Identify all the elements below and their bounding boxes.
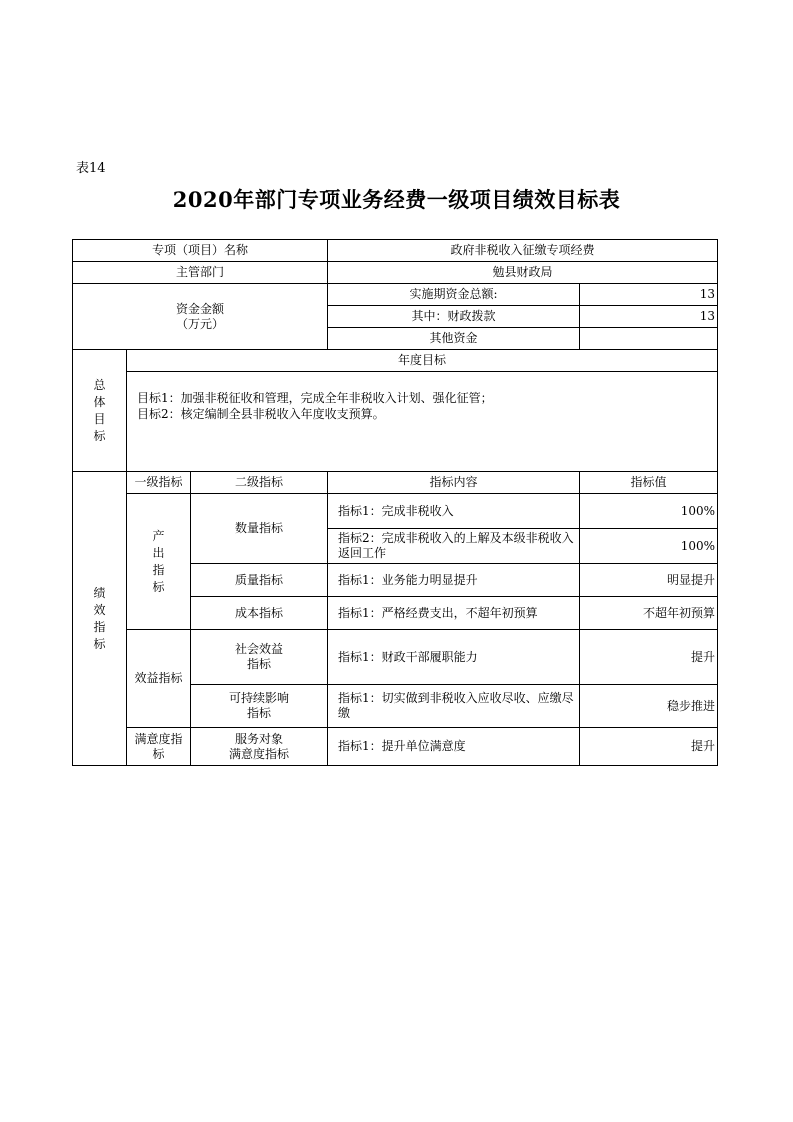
goal-line: 目标1：加强非税征收和管理，完成全年非税收入计划、强化征管；: [137, 391, 493, 405]
satisfaction-line2: 标: [152, 746, 165, 761]
project-name-label: 专项（项目）名称: [73, 240, 328, 262]
satisfaction-content: 指标1：提升单位满意度: [328, 728, 580, 766]
annual-goal-header: 年度目标: [127, 350, 718, 372]
quantity-indicator: 数量指标: [191, 494, 328, 564]
header-level1: 一级指标: [127, 472, 191, 494]
sustainability-indicator: [191, 685, 328, 728]
funds-label-line2: （万元）: [175, 316, 224, 331]
service-line1: 服务对象: [234, 731, 283, 746]
quantity-content-1: 指标1：完成非税收入: [328, 494, 580, 529]
funds-label: [73, 284, 328, 350]
other-funds-value: [580, 328, 718, 350]
table-number: 表14: [76, 161, 106, 176]
performance-char: 效: [93, 602, 106, 617]
sustainability-content: 指标1：切实做到非税收入应收尽收、应缴尽缴: [328, 685, 580, 728]
sustain-line2: 指标: [246, 706, 271, 720]
header-value: 指标值: [580, 472, 718, 494]
funds-label-line1: 资金金额: [175, 301, 224, 316]
quantity-value-1: 100%: [580, 494, 718, 529]
header-content: 指标内容: [328, 472, 580, 494]
service-line2: 满意度指标: [228, 746, 289, 761]
social-line2: 指标: [246, 657, 271, 671]
sustainability-value: 稳步推进: [580, 685, 718, 728]
performance-char: 标: [93, 636, 106, 651]
service-satisfaction-indicator: [191, 728, 328, 766]
output-char: 产: [152, 528, 165, 543]
annual-goal-text: [127, 372, 718, 472]
fiscal-funds-label: 其中：财政拨款: [328, 306, 580, 328]
department-label: 主管部门: [73, 262, 328, 284]
overall-goal-char: 标: [93, 428, 106, 443]
sustain-line1: 可持续影响: [228, 691, 289, 705]
other-funds-label: 其他资金: [328, 328, 580, 350]
quality-content: 指标1：业务能力明显提升: [328, 564, 580, 597]
overall-goal-char: 总: [93, 377, 106, 392]
goal-line: 目标2：核定编制全县非税收入年度收支预算。: [137, 407, 385, 421]
department-value: 勉县财政局: [328, 262, 718, 284]
cost-value: 不超年初预算: [580, 597, 718, 630]
satisfaction-line1: 满意度指: [134, 731, 183, 746]
performance-target-table: [72, 239, 718, 766]
quantity-value-2: 100%: [580, 529, 718, 564]
quality-indicator: 质量指标: [191, 564, 328, 597]
project-name-value: 政府非税收入征缴专项经费: [328, 240, 718, 262]
social-content: 指标1：财政干部履职能力: [328, 630, 580, 685]
overall-goal-label: [73, 350, 127, 472]
performance-char: 指: [93, 619, 106, 634]
quality-value: 明显提升: [580, 564, 718, 597]
fiscal-funds-value: 13: [580, 306, 718, 328]
output-char: 出: [152, 545, 165, 560]
quantity-content-2: 指标2：完成非税收入的上解及本级非税收入返回工作: [328, 529, 580, 564]
benefit-indicator: 效益指标: [127, 630, 191, 728]
total-funds-label: 实施期资金总额:: [328, 284, 580, 306]
total-funds-value: 13: [580, 284, 718, 306]
page-title: 2020年部门专项业务经费一级项目绩效目标表: [172, 187, 621, 212]
performance-char: 绩: [93, 585, 106, 600]
output-char: 指: [152, 562, 165, 577]
overall-goal-char: 目: [93, 411, 106, 426]
cost-content: 指标1：严格经费支出，不超年初预算: [328, 597, 580, 630]
overall-goal-char: 体: [93, 394, 106, 409]
header-level2: 二级指标: [191, 472, 328, 494]
satisfaction-value: 提升: [580, 728, 718, 766]
social-benefit-indicator: [191, 630, 328, 685]
cost-indicator: 成本指标: [191, 597, 328, 630]
output-indicator-label: [127, 494, 191, 630]
social-line1: 社会效益: [234, 642, 283, 656]
social-value: 提升: [580, 630, 718, 685]
output-char: 标: [152, 579, 165, 594]
performance-indicator-label: [73, 472, 127, 766]
satisfaction-indicator: [127, 728, 191, 766]
